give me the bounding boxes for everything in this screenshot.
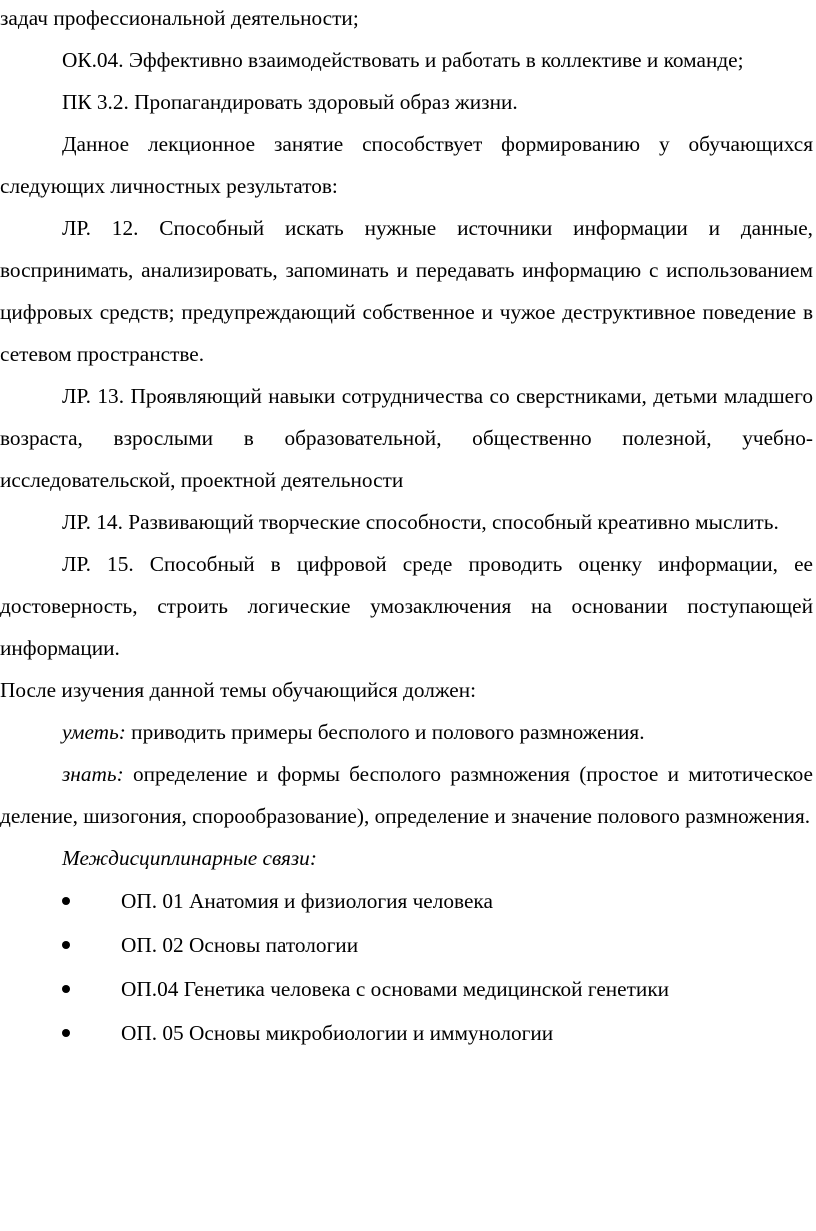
bullet-icon [62, 897, 70, 905]
paragraph-lr13: ЛР. 13. Проявляющий навыки сотрудничества со сверстниками, детьми младшего возраста, взрослыми в образовательной, общественно полезной, учебно-исследовательской, проектной деятельности [0, 384, 813, 492]
bullet-icon [62, 1029, 70, 1037]
skills-text: приводить примеры бесполого и полового размножения. [125, 720, 645, 744]
bullet-icon [62, 985, 70, 993]
interdisciplinary-heading-text: Междисциплинарные связи: [62, 846, 317, 870]
list-item [0, 1011, 813, 1055]
list-item [0, 923, 813, 967]
list-item-label: ОП. 01 Анатомия и физиология человека [121, 889, 493, 913]
paragraph-skills [0, 711, 813, 753]
paragraph-pk32: ПК 3.2. Пропагандировать здоровый образ жизни. [62, 90, 518, 114]
paragraph-personal-results-intro: Данное лекционное занятие способствует формированию у обучающихся следующих личностных результатов: [0, 132, 813, 198]
knowledge-label: знать: [62, 762, 124, 786]
paragraph-lr14: ЛР. 14. Развивающий творческие способности, способный креативно мыслить. [62, 510, 779, 534]
knowledge-text: определение и формы бесполого размножения (простое и митотическое деление, шизогония, спорообразование), определение и значение полового размножения. [0, 762, 813, 828]
list-item-label: ОП. 05 Основы микробиологии и иммунологии [121, 1021, 554, 1045]
list-item [0, 879, 813, 923]
paragraph-after-study: После изучения данной темы обучающийся должен: [0, 678, 477, 702]
list-item-label: ОП. 02 Основы патологии [121, 933, 359, 957]
bullet-icon [62, 941, 70, 949]
paragraph-lr15: ЛР. 15. Способный в цифровой среде проводить оценку информации, ее достоверность, строить логические умозаключения на основании поступающей информации. [0, 552, 813, 660]
paragraph-competence-tail: задач профессиональной деятельности; [0, 6, 359, 30]
list-item-label: ОП.04 Генетика человека с основами медицинской генетики [121, 977, 670, 1001]
skills-label: уметь: [62, 720, 126, 744]
paragraph-ok04: ОК.04. Эффективно взаимодействовать и работать в коллективе и команде; [62, 48, 744, 72]
paragraph-lr12: ЛР. 12. Способный искать нужные источники информации и данные, воспринимать, анализировать, запоминать и передавать информацию с использованием цифровых средств; предупреждающий собственное и чужое деструктивное поведение в сетевом пространстве. [0, 216, 813, 366]
interdisciplinary-heading [0, 837, 813, 879]
interdisciplinary-list [0, 879, 813, 1055]
list-item [0, 967, 813, 1011]
paragraph-knowledge [0, 753, 813, 837]
